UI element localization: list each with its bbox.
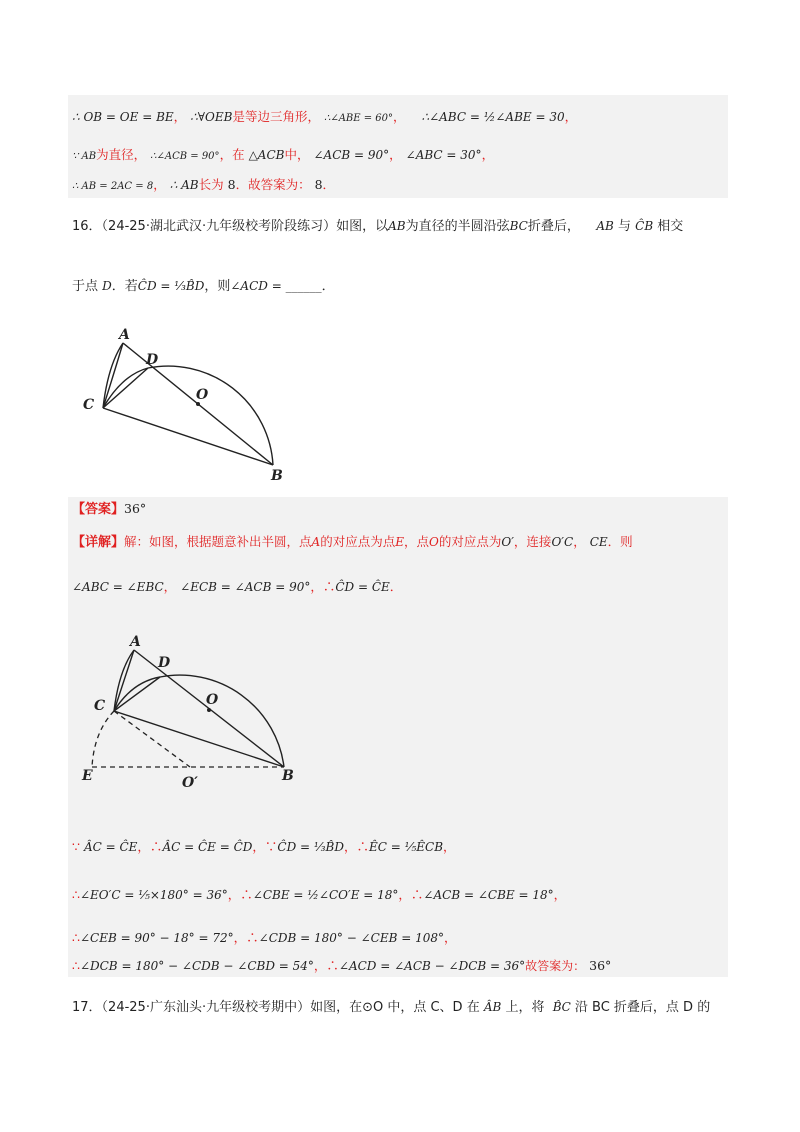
prev-solution-line-1: ∴ OB = OE = BE， ∴∀OEB是等边三角形， ∴∠ABE = 60°， ∴∠ABC = ½∠ABE = 30， [72, 109, 578, 124]
fig2-label-b: B [282, 768, 294, 784]
fig2-label-o: O [206, 692, 219, 708]
question-16-line-1: 16．（24-25·湖北武汉·九年级校考阶段练习）如图，以AB为直径的半圆沿弦BC折叠后， AB 与 ĈB 相交 [72, 219, 684, 234]
question-16-line-2: 于点 D．若ĈD = ⅓B̂D，则∠ACD = ______． [72, 279, 335, 294]
detail-line-2: ∠ABC = ∠EBC， ∠ECB = ∠ACB = 90°，∴ĈD = ĈE． [72, 579, 403, 594]
fig1-label-c: C [83, 397, 95, 413]
answer-tag: 【答案】 [72, 502, 125, 517]
prev-solution-line-3: ∴ AB = 2AC = 8， ∴ AB长为 8．故答案为： 8． [72, 177, 336, 192]
fig1-label-b: B [271, 468, 283, 484]
fig1-label-o: O [196, 387, 209, 403]
detail-tag: 【详解】 [72, 535, 125, 550]
detail-line-1: 【详解】解：如图，根据题意补出半圆，点A的对应点为点E，点O的对应点为O′，连接O′C， CE．则 [72, 534, 633, 550]
fig2-label-a: A [130, 634, 141, 650]
answer-value: 36° [124, 501, 147, 516]
prev-solution-line-2: ∵ AB为直径， ∴∠ACB = 90°，在 △ACB中， ∠ACB = 90°， ∠ABC = 30°， [72, 147, 495, 162]
solution-step-2: ∴∠EO′C = ⅕×180° = 36°，∴∠CBE = ½∠CO′E = 18°，∴∠ACB = ∠CBE = 18°， [72, 887, 567, 902]
fig1-label-a: A [119, 327, 130, 343]
fig2-label-o-prime: O′ [182, 775, 198, 791]
solution-step-3: ∴∠CEB = 90° − 18° = 72°，∴∠CDB = 180° − ∠CEB = 108°， [72, 930, 457, 945]
solution-step-1: ∵ ÂC = ĈE，∴ÂC = ĈE = ĈD，∵ĈD = ⅓B̂D，∴ÊC = ⅕ÊCB， [72, 839, 456, 854]
question-17-line-1: 17．（24-25·广东汕头·九年级校考期中）如图，在⊙O 中，点 C、D 在 ÂB 上，将 B̂C 沿 BC 折叠后，点 D 的 [72, 1000, 711, 1015]
solution-step-4: ∴∠DCB = 180° − ∠CDB − ∠CBD = 54°，∴∠ACD = ∠ACB − ∠DCB = 36°故答案为： 36° [72, 958, 612, 973]
fig2-label-c: C [94, 698, 106, 714]
fig2-label-d: D [158, 655, 171, 671]
figure-1-folded-semicircle [70, 325, 300, 485]
fig1-label-d: D [146, 352, 159, 368]
answer-line [72, 500, 146, 519]
figure-2-completed-semicircle [72, 632, 312, 792]
fig2-label-e: E [82, 768, 93, 784]
